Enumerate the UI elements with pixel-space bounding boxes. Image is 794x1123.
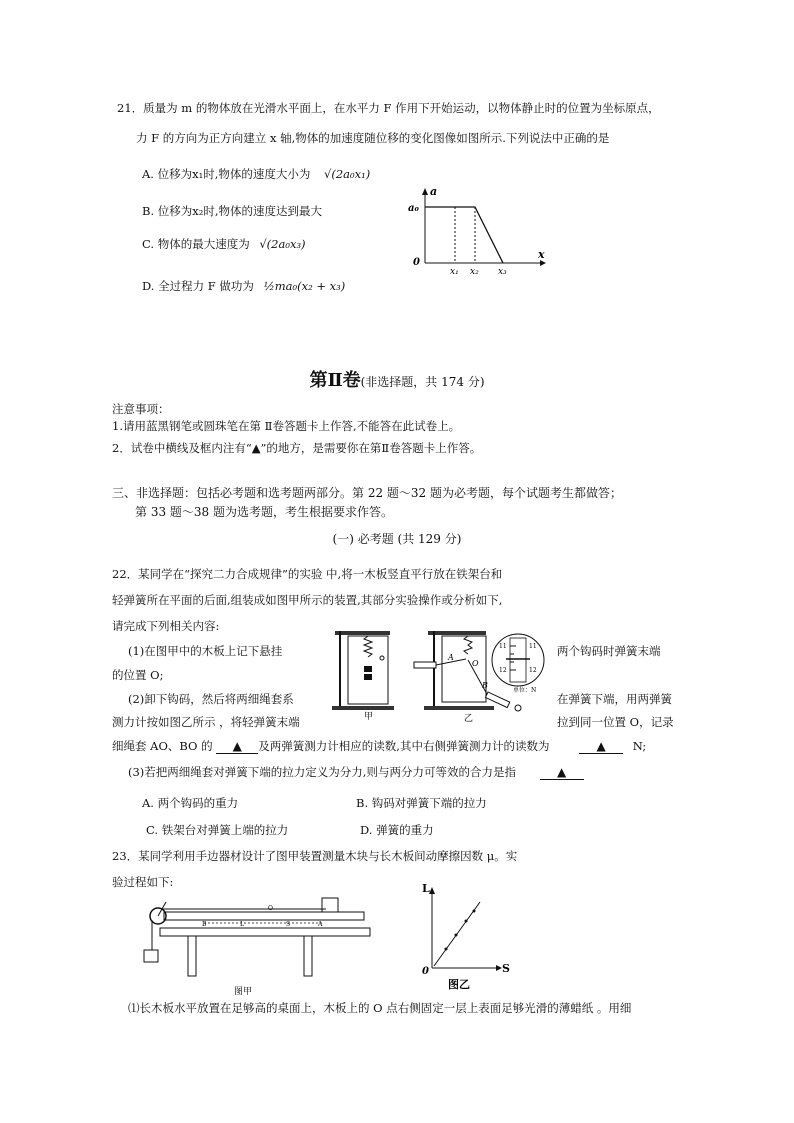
part2-title-sub: (非选择题，共 174 分): [360, 375, 485, 389]
stand-base: [424, 706, 494, 710]
q22-line1: 22．某同学在“探究二力合成规律”的实验 中,将一木板竖直平行放在铁架台和: [112, 567, 503, 581]
label-s: S: [286, 921, 291, 928]
q22-line7-right: 拉到同一位置 O，记录: [557, 715, 674, 729]
q22-line2: 轻弹簧所在平面的后面,组装成如图甲所示的装置,其部分实验操作或分析如下,: [112, 593, 503, 607]
q22-line5: 的位置 O;: [112, 668, 164, 682]
long-board: [164, 912, 364, 920]
q23-line1: 23．某同学利用手边器材设计了图甲装置测量木块与长木板间动摩擦因数 μ。实: [112, 849, 518, 863]
q23-line3: ⑴长木板水平放置在足够高的桌面上，木板上的 O 点右侧固定一层上表面足够光滑的薄蜡纸 。用细: [128, 1001, 632, 1015]
q22-line6-left: (2)卸下钩码，然后将两细绳套系: [128, 692, 294, 706]
q22-option-a: A. 两个钩码的重力: [142, 796, 239, 810]
wood-block: [322, 898, 338, 912]
point-o-mark: [380, 656, 384, 660]
origin-label: 0: [422, 966, 429, 977]
q23-figure-yi: [418, 880, 518, 992]
section3-line2: 第 33 题～38 题为选考题，考生根据要求作答。: [135, 505, 393, 519]
answer-blank-3: ▲: [540, 765, 584, 780]
q21-stem-line2: 力 F 的方向为正方向建立 x 轴,物体的加速度随位移的变化图像如图所示.下列说法中正确的是: [136, 131, 610, 145]
q21-option-c-expr: √(2a₀x₃): [259, 237, 306, 251]
spring: [464, 636, 472, 654]
q22-line8-text-b: 及两弹簧测力计相应的读数,其中右侧弹簧测力计的读数为: [258, 739, 550, 753]
fig-jia-label: 图甲: [234, 987, 253, 996]
q22-figure-jia: [330, 628, 402, 720]
x1-label: x₁: [450, 267, 459, 277]
stand-arm: [335, 631, 390, 635]
q22-option-d: D. 弹簧的重力: [360, 823, 434, 837]
q22-figure-yi: [410, 626, 550, 722]
note-1: 1.请用蓝黑钢笔或圆珠笔在第 Ⅱ卷答题卡上作答,不能答在此试卷上。: [112, 419, 461, 433]
part2-title-main: 第Ⅱ卷: [309, 370, 361, 391]
q21-option-d-expr: ½ma₀(x₂ + x₃): [263, 279, 346, 293]
board: [442, 636, 486, 702]
scale-label-12-left: 12: [499, 667, 507, 674]
q21-option-c-text: C. 物体的最大速度为: [142, 237, 250, 251]
q23-line2: 验过程如下:: [112, 875, 174, 889]
a0-label: a₀: [408, 203, 419, 214]
x3-label: x₃: [498, 267, 507, 277]
q21-stem-line1: 21．质量为 m 的物体放在光滑水平面上，在水平力 F 作用下开始运动，以物体静止时的位置为坐标原点，: [117, 101, 660, 115]
mandatory-heading: (一) 必考题 (共 129 分): [332, 532, 462, 546]
q21-option-d-text: D. 全过程力 F 做功为: [142, 279, 254, 293]
scale-label-11-right: 11: [529, 643, 537, 650]
q22-line8: [112, 738, 646, 754]
scale-label-12-right: 12: [529, 667, 537, 674]
fig-yi-label: 图乙: [448, 978, 470, 991]
q22-line6-right: 在弹簧下端，用两弹簧: [557, 692, 672, 706]
scale-label-11-left: 11: [499, 643, 507, 650]
q22-line7-left: 测力计按如图乙所示 ，将轻弹簧末端: [112, 715, 300, 729]
table-leg-right: [304, 936, 312, 976]
q21-option-b: B. 位移为x₂时,物体的速度达到最大: [142, 204, 323, 218]
q22-option-c: C. 铁架台对弹簧上端的拉力: [146, 823, 289, 837]
label-o: O: [472, 659, 479, 668]
q22-line3: 请完成下列相关内容:: [112, 619, 220, 633]
fig-jia-label: 甲: [364, 712, 374, 720]
answer-blank-2: ▲: [579, 739, 623, 754]
label-l: L: [240, 921, 244, 928]
label-o: O: [268, 905, 273, 912]
q21-option-c: [142, 236, 306, 252]
q22-line4-right: 两个钩码时弹簧末端: [557, 644, 661, 658]
q21-option-a-text: A. 位移为x₁时,物体的速度大小为: [142, 167, 311, 181]
q22-line9-text: (3)若把两细绳套对弹簧下端的拉力定义为分力,则与两分力可等效的合力是指: [128, 765, 516, 779]
stand-base: [332, 706, 394, 710]
data-point: [465, 920, 468, 923]
label-b: B: [482, 681, 488, 690]
part2-title: [0, 366, 794, 392]
x-axis-label: x: [538, 248, 545, 261]
label-a: A: [318, 921, 323, 928]
a-x-curve: [425, 207, 503, 263]
scale-ring: [515, 705, 521, 711]
right-spring-scale: [485, 692, 509, 708]
scale-magnifier: [492, 634, 544, 686]
answer-blank-1: ▲: [216, 739, 258, 754]
notes-heading: 注意事项：: [112, 402, 170, 416]
data-point: [455, 934, 458, 937]
note-2: 2．试卷中横线及框内注有“▲”的地方，是需要你在第Ⅱ卷答题卡上作答。: [112, 441, 482, 455]
l-axis-label: L: [422, 882, 430, 895]
unit-label: 单位：N: [513, 687, 537, 694]
stand-arm: [428, 631, 486, 635]
hook-weight-2: [364, 674, 372, 680]
hook-weight-1: [364, 666, 372, 672]
data-point: [445, 948, 448, 951]
q23-figure-jia: [136, 890, 372, 996]
a-axis-arrow: [422, 188, 428, 195]
q21-option-a: [142, 166, 370, 182]
fig-yi-label: 乙: [464, 714, 474, 722]
q22-line4-left: (1)在图甲中的木板上记下悬挂: [128, 644, 283, 658]
table-top: [160, 928, 370, 936]
s-axis-label: S: [502, 962, 510, 975]
l-axis-arrow: [429, 887, 435, 894]
left-spring-scale: [414, 662, 436, 668]
a-axis-label: a: [430, 185, 438, 198]
q21-acceleration-graph: [380, 185, 550, 280]
hanging-weight: [144, 950, 158, 962]
q21-option-d: [142, 278, 345, 294]
data-point: [473, 910, 476, 913]
x2-label: x₂: [470, 267, 479, 277]
q21-option-a-expr: √(2a₀x₁): [324, 167, 371, 181]
q22-line9: [128, 764, 584, 780]
section3-line1: 三、非选择题：包括必考题和选考题两部分。第 22 题～32 题为必考题，每个试题考生都做答；: [112, 486, 622, 500]
spring: [364, 636, 372, 657]
label-a: A: [448, 653, 454, 662]
origin-label: 0: [413, 257, 420, 268]
q22-line8-text-a: 细绳套 AO、BO 的: [112, 739, 213, 753]
table-leg-left: [188, 936, 196, 976]
q22-option-b: B. 钩码对弹簧下端的拉力: [356, 796, 487, 810]
q22-line8-unit: N;: [632, 739, 647, 753]
label-b: B: [202, 921, 207, 928]
